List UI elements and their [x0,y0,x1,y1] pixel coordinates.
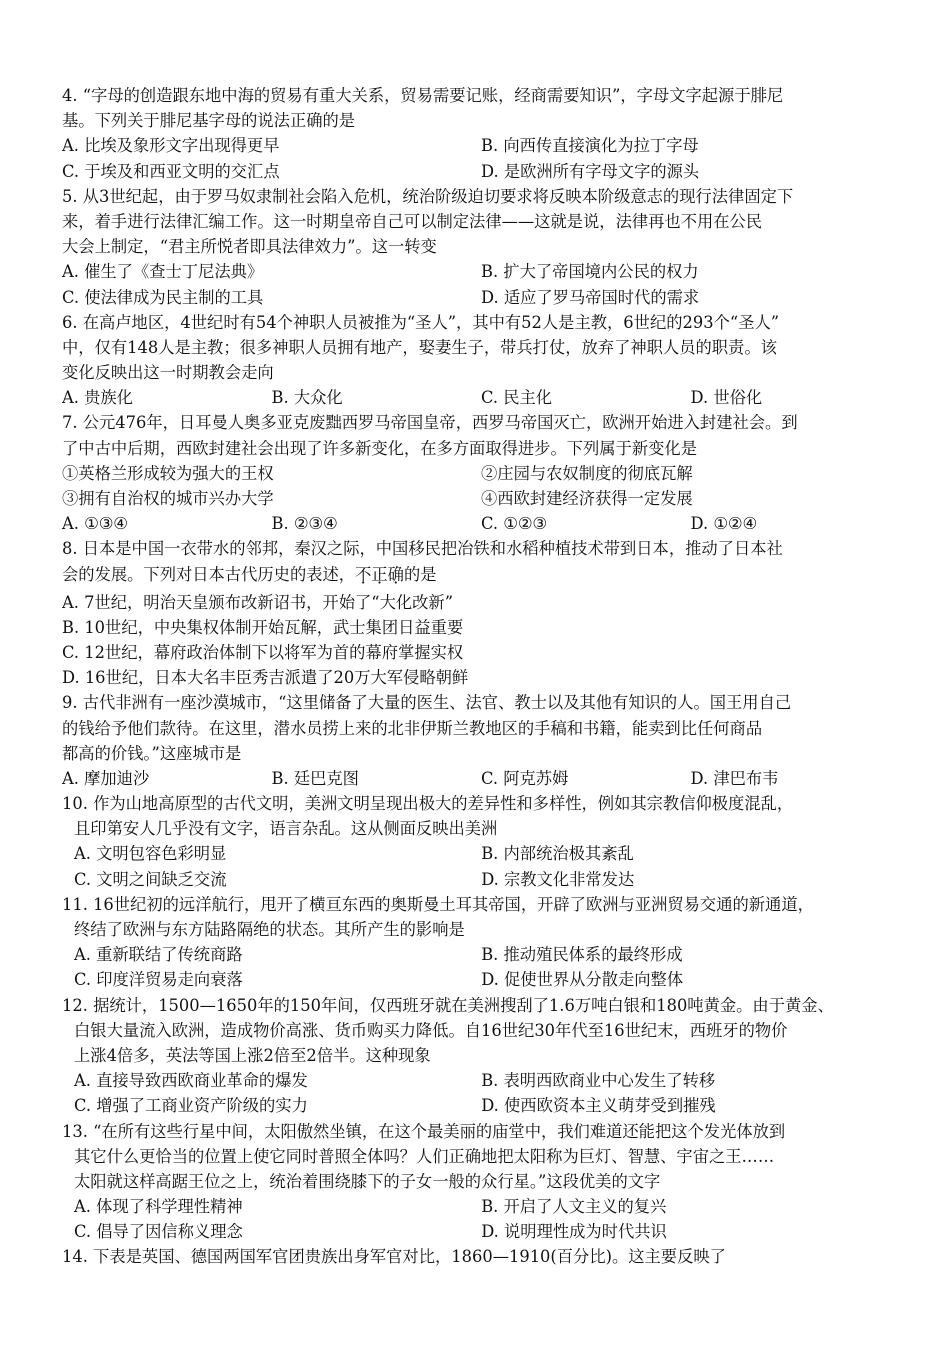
option-d: D. 适应了罗马帝国时代的需求 [481,287,700,307]
option-a: A. 贵族化 [62,388,133,408]
option-c: C. 印度洋贸易走向衰落 [74,970,243,990]
option-d: D. 津巴布韦 [690,768,779,788]
options-row [62,841,900,866]
statement-2: ②庄园与农奴制度的彻底瓦解 [481,463,693,483]
question-stem: 太阳就这样高踞王位之上，统治着围绕膝下的子女一般的众行星。”这段优美的文字 [74,1171,661,1191]
emphasis-char: 正 [371,564,388,584]
question-11 [62,892,900,993]
question-4 [62,83,900,184]
options-row [62,867,900,892]
question-6 [62,310,900,411]
question-stem: 上涨4倍多，英法等国上涨2倍至2倍半。这种现象 [74,1045,431,1065]
option-b: B. 大众化 [271,388,343,408]
question-stem: 6. 在高卢地区，4世纪时有54个神职人员被推为“圣人”，其中有52人是主教，6世纪的293个“圣人” [62,312,780,332]
question-stem: 变化反映出这一时期教会走向 [62,363,274,383]
question-stem: 5. 从3世纪起，由于罗马奴隶制社会陷入危机，统治阶级迫切要求将反映本阶级意志的现行法律固定下 [62,186,794,206]
question-stem: 11. 16世纪初的远洋航行，甩开了横亘东西的奥斯曼土耳其帝国，开辟了欧洲与亚洲贸易交通的新通道， [62,894,814,914]
question-stem: 7. 公元476年，日耳曼人奥多亚克废黜西罗马帝国皇帝，西罗马帝国灭亡，欧洲开始进入封建社会。到 [62,413,798,433]
option-d: D. 促使世界从分散走向整体 [481,970,684,990]
option-c: C. 使法律成为民主制的工具 [62,287,264,307]
options-row [62,1194,900,1219]
options-row [62,511,900,536]
question-7 [62,410,900,536]
question-12 [62,993,900,1119]
option-b: B. 推动殖民体系的最终形成 [481,945,683,965]
option-c: C. 增强了工商业资产阶级的实力 [74,1096,308,1116]
option-a: A. 比埃及象形文字出现得更早 [62,136,280,156]
emphasis-text [355,565,404,584]
question-stem: 终结了欧洲与东方陆路隔绝的状态。其所产生的影响是 [74,920,465,939]
question-stem: 14. 下表是英国、德国两国军官团贵族出身军官对比，1860—1910(百分比)。这主要反映了 [62,1247,726,1267]
option-d: D. ①②④ [690,514,758,534]
option-b: B. 10世纪，中央集权体制开始瓦解，武士集团日益重要 [62,617,464,637]
emphasis-char: 确 [387,564,404,584]
question-stem: 都高的价钱。”这座城市是 [62,743,242,763]
option-b: B. ②③④ [271,514,338,534]
option-c: C. 12世纪，幕府政治体制下以将军为首的幕府掌握实权 [62,642,464,662]
question-stem: 其它什么更恰当的位置上使它同时普照全体吗？人们正确地把太阳称为巨灯、智慧、宇宙之王…… [74,1146,775,1166]
option-c: C. 于埃及和西亚文明的交汇点 [62,161,280,181]
option-d: D. 世俗化 [690,388,763,408]
option-b: B. 表明西欧商业中心发生了转移 [481,1071,716,1091]
question-stem: 且印第安人几乎没有文字，语言杂乱。这从侧面反映出美洲 [74,819,498,839]
options-row [62,285,900,310]
question-stem: 4. “字母的创造跟东地中海的贸易有重大关系，贸易需要记账，经商需要知识”，字母文字起源于腓尼 [62,86,784,105]
options-row [62,259,900,284]
statement-1: ①英格兰形成较为强大的王权 [62,463,274,483]
option-d: D. 16世纪，日本大名丰臣秀吉派遣了20万大军侵略朝鲜 [62,668,469,688]
option-a: A. 催生了《查士丁尼法典》 [62,262,264,282]
question-stem: 中，仅有148人是主教；很多神职人员拥有地产，娶妻生子，带兵打仗，放弃了神职人员的职责。该 [62,337,777,357]
question-10 [62,791,900,892]
question-stem [62,562,900,590]
option-a: A. 体现了科学理性精神 [74,1197,243,1217]
options-row [62,1068,900,1093]
question-8 [62,536,900,690]
question-stem: 来，着手进行法律汇编工作。这一时期皇帝自己可以制定法律——这就是说，法律再也不用在公民 [62,211,763,231]
option-a: A. 直接导致西欧商业革命的爆发 [74,1071,308,1091]
option-d: D. 宗教文化非常发达 [481,869,635,889]
question-stem: 9. 古代非洲有一座沙漠城市，“这里储备了大量的医生、法官、教士以及其他有知识的人。国王用自己 [62,693,792,713]
statement-4: ④西欧封建经济获得一定发展 [481,489,693,508]
items-row [62,461,900,486]
option-c: C. ①②③ [481,514,548,534]
options-row [62,385,900,410]
question-stem: 白银大量流入欧洲，造成物价高涨、货币购买力降低。自16世纪30年代至16世纪末，西班牙的物价 [74,1020,788,1040]
option-c: C. 倡导了因信称义理念 [74,1222,243,1242]
statement-3: ③拥有自治权的城市兴办大学 [62,489,274,508]
option-a: A. 摩加迪沙 [62,768,150,788]
question-stem: 大会上制定，“君主所悦者即具法律效力”。这一转变 [62,237,437,257]
option-d: D. 说明理性成为时代共识 [481,1222,667,1242]
question-14 [62,1244,900,1269]
option-b: B. 开启了人文主义的复兴 [481,1197,667,1217]
question-stem: 8. 日本是中国一衣带水的邻邦，秦汉之际，中国移民把冶铁和水稻种植技术带到日本，推动了日本社 [62,539,783,559]
option-a: A. 文明包容色彩明显 [74,844,227,864]
option-b: B. 向西传直接演化为拉丁字母 [481,136,699,156]
options-row [62,942,900,967]
option-b: B. 廷巴克图 [271,768,359,788]
options-row [62,133,900,158]
stem-suffix: 的是 [403,564,437,584]
question-stem: 12. 据统计，1500—1650年的150年间，仅西班牙就在美洲搜刮了1.6万吨白银和180吨黄金。由于黄金、 [62,995,834,1015]
exam-page [62,83,900,1270]
question-stem: 的钱给予他们款待。在这里，潜水员捞上来的北非伊斯兰教地区的手稿和书籍，能卖到比任何商品 [62,718,763,738]
options-row [62,967,900,992]
option-c: C. 文明之间缺乏交流 [74,869,227,889]
option-b: B. 扩大了帝国境内公民的权力 [481,262,699,282]
option-d: D. 是欧洲所有字母文字的源头 [481,161,700,181]
options-row [62,1093,900,1118]
stem-prefix: 会的发展。下列对日本古代历史的表述， [62,564,356,584]
options-row [62,1219,900,1244]
question-stem: 10. 作为山地高原型的古代文明，美洲文明呈现出极大的差异性和多样性，例如其宗教信仰极度混乱， [62,794,794,814]
option-c: C. 阿克苏姆 [481,768,569,788]
question-13 [62,1119,900,1245]
question-stem: 了中古中后期，西欧封建社会出现了许多新变化，在多方面取得进步。下列属于新变化是 [62,438,697,458]
question-5 [62,184,900,310]
option-d: D. 使西欧资本主义萌芽受到摧残 [481,1096,716,1116]
question-9 [62,690,900,791]
options-row [62,159,900,184]
question-stem: 基。下列关于腓尼基字母的说法正确的是 [62,111,356,131]
option-b: B. 内部统治极其紊乱 [481,844,634,864]
emphasis-char: 不 [355,564,372,584]
option-a: A. 重新联结了传统商路 [74,945,243,965]
option-a: A. ①③④ [62,514,128,534]
question-stem: 13. “在所有这些行星中间，太阳傲然坐镇，在这个最美丽的庙堂中，我们难道还能把这个发光体放到 [62,1121,786,1141]
option-c: C. 民主化 [481,388,553,408]
option-a: A. 7世纪，明治天皇颁布改新诏书，开始了“大化改新” [62,592,454,612]
options-row [62,766,900,791]
items-row [62,486,900,511]
